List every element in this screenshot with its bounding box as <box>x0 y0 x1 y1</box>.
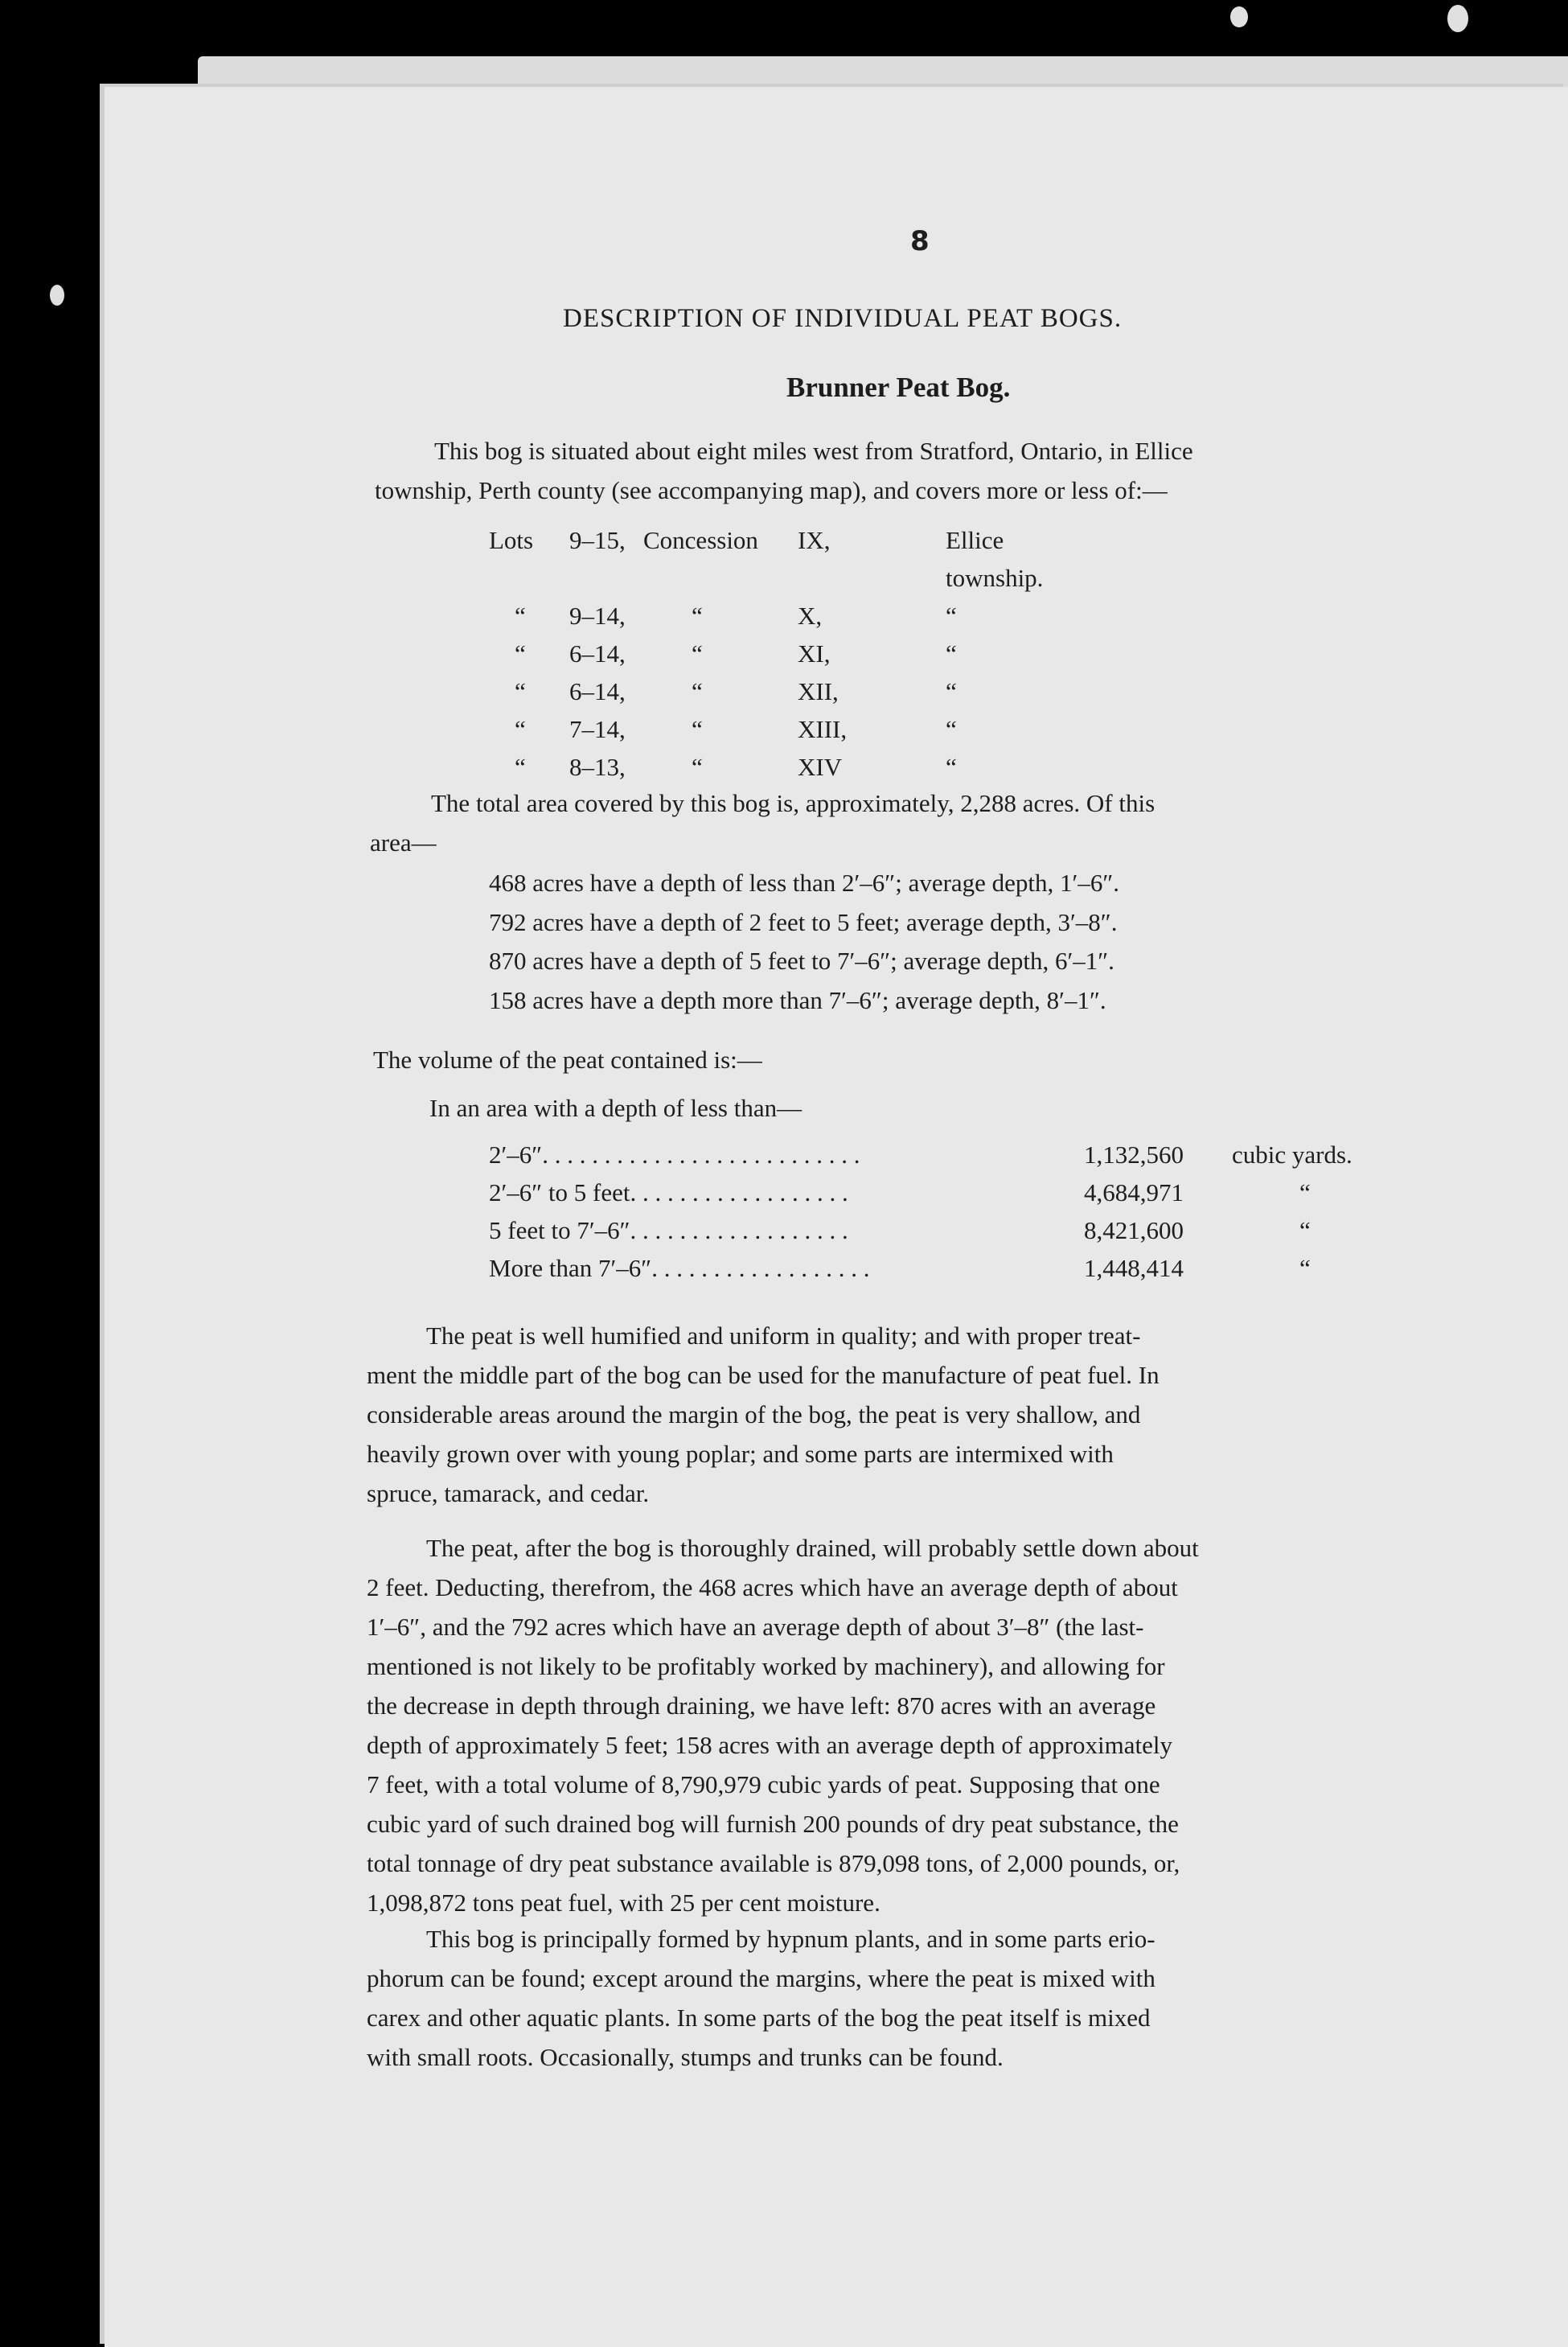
lots-cell: XIV <box>798 753 843 781</box>
lots-cell: Lots <box>489 526 534 554</box>
total-area-paragraph <box>370 783 1449 862</box>
text-line: 1′–6″, and the 792 acres which have an average depth of about 3′–8″ (the last- <box>367 1613 1144 1641</box>
text-line: carex and other aquatic plants. In some parts of the bog the peat itself is mixed <box>367 2004 1151 2032</box>
volume-unit: “ <box>1299 1254 1311 1282</box>
volume-label: More than 7′–6″. . . . . . . . . . . . . . . . . . <box>489 1254 870 1282</box>
lots-cell: XI, <box>798 639 831 668</box>
volume-value: 8,421,600 <box>1084 1216 1184 1244</box>
bog-title: Brunner Peat Bog. <box>786 372 1011 403</box>
volume-value: 4,684,971 <box>1084 1178 1184 1206</box>
volume-intro: The volume of the peat contained is:— <box>373 1046 762 1074</box>
lots-cell: “ <box>946 602 957 630</box>
lots-row <box>489 672 1106 710</box>
lots-row <box>489 635 1106 672</box>
lots-cell: “ <box>692 753 703 781</box>
lots-row <box>489 597 1106 635</box>
page-number: 8 <box>910 225 930 257</box>
lots-cell: 6–14, <box>569 639 626 668</box>
lots-row <box>489 710 1106 748</box>
text-line: spruce, tamarack, and cedar. <box>367 1479 650 1507</box>
lots-cell: XII, <box>798 677 839 705</box>
lots-cell: 8–13, <box>569 753 626 781</box>
volume-label: 5 feet to 7′–6″. . . . . . . . . . . . . . . . . . <box>489 1216 848 1244</box>
depth-list <box>489 864 1119 1020</box>
text-line: township, Perth county (see accompanying map), and covers more or less of:— <box>375 476 1168 504</box>
text-line: 2 feet. Deducting, therefrom, the 468 acres which have an average depth of about <box>367 1573 1178 1601</box>
text-line: total tonnage of dry peat substance available is 879,098 tons, of 2,000 pounds, or, <box>367 1849 1180 1877</box>
volume-table <box>489 1136 1353 1287</box>
text-line: area— <box>370 828 437 857</box>
lots-cell: Ellice township. <box>946 526 1044 592</box>
volume-value: 1,448,414 <box>1084 1254 1184 1282</box>
text-line: cubic yard of such drained bog will furnish 200 pounds of dry peat substance, the <box>367 1810 1179 1838</box>
lots-cell: Concession <box>643 526 758 554</box>
lots-cell: “ <box>692 715 703 743</box>
lots-cell: 9–14, <box>569 602 626 630</box>
lots-cell: “ <box>946 639 957 668</box>
volume-row <box>489 1249 1353 1287</box>
volume-label: 2′–6″ to 5 feet. . . . . . . . . . . . . . . . . . <box>489 1178 848 1206</box>
lots-cell: “ <box>515 677 526 705</box>
text-line: with small roots. Occasionally, stumps and trunks can be found. <box>367 2043 1004 2071</box>
lots-cell: “ <box>692 677 703 705</box>
volume-row <box>489 1211 1353 1249</box>
volume-unit: “ <box>1299 1216 1311 1244</box>
volume-value: 1,132,560 <box>1084 1141 1184 1169</box>
lots-cell: 7–14, <box>569 715 626 743</box>
volume-subintro: In an area with a depth of less than— <box>429 1094 802 1122</box>
drainage-paragraph <box>367 1528 1449 1922</box>
volume-label: 2′–6″. . . . . . . . . . . . . . . . . . . . . . . . . . <box>489 1141 860 1169</box>
quality-paragraph <box>367 1316 1449 1513</box>
text-line: 7 feet, with a total volume of 8,790,979 cubic yards of peat. Supposing that one <box>367 1770 1160 1798</box>
lots-cell: IX, <box>798 526 831 554</box>
lots-cell: “ <box>946 715 957 743</box>
lots-cell: XIII, <box>798 715 848 743</box>
lots-cell: X, <box>798 602 823 630</box>
depth-line: 792 acres have a depth of 2 feet to 5 feet; average depth, 3′–8″. <box>489 907 1118 936</box>
lots-cell: “ <box>515 602 526 630</box>
lots-cell: “ <box>692 639 703 668</box>
text-line: considerable areas around the margin of the bog, the peat is very shallow, and <box>367 1400 1141 1428</box>
text-line: This bog is situated about eight miles west from Stratford, Ontario, in Ellice <box>434 437 1193 465</box>
section-heading: DESCRIPTION OF INDIVIDUAL PEAT BOGS. <box>563 304 1123 333</box>
intro-paragraph <box>375 431 1449 510</box>
text-line: ment the middle part of the bog can be used for the manufacture of peat fuel. In <box>367 1361 1160 1389</box>
text-line: mentioned is not likely to be profitably worked by machinery), and allowing for <box>367 1652 1165 1680</box>
lots-cell: “ <box>946 753 957 781</box>
lots-row <box>489 748 1106 786</box>
text-line: The total area covered by this bog is, approximately, 2,288 acres. Of this <box>431 789 1155 817</box>
lots-cell: 9–15, <box>569 526 626 554</box>
text-line: The peat, after the bog is thoroughly drained, will probably settle down about <box>426 1534 1199 1562</box>
volume-row <box>489 1174 1353 1211</box>
volume-unit: cubic yards. <box>1232 1141 1353 1169</box>
lots-table <box>489 521 1106 786</box>
volume-row <box>489 1136 1353 1174</box>
text-line: heavily grown over with young poplar; and some parts are intermixed with <box>367 1440 1114 1468</box>
text-line: 1,098,872 tons peat fuel, with 25 per cent moisture. <box>367 1889 880 1917</box>
lots-cell: “ <box>946 677 957 705</box>
depth-line: 870 acres have a depth of 5 feet to 7′–6″; average depth, 6′–1″. <box>489 947 1114 975</box>
text-line: The peat is well humified and uniform in quality; and with proper treat- <box>426 1321 1141 1350</box>
depth-line: 158 acres have a depth more than 7′–6″; average depth, 8′–1″. <box>489 985 1106 1014</box>
volume-unit: “ <box>1299 1178 1311 1206</box>
lots-cell: “ <box>515 753 526 781</box>
lots-cell: “ <box>515 715 526 743</box>
text-line: the decrease in depth through draining, we have left: 870 acres with an average <box>367 1691 1156 1720</box>
lots-cell: “ <box>515 639 526 668</box>
text-line: This bog is principally formed by hypnum plants, and in some parts erio- <box>426 1925 1155 1953</box>
text-line: phorum can be found; except around the margins, where the peat is mixed with <box>367 1964 1155 1992</box>
depth-line: 468 acres have a depth of less than 2′–6″; average depth, 1′–6″. <box>489 869 1119 897</box>
lots-cell: “ <box>692 602 703 630</box>
lots-row <box>489 521 1106 597</box>
text-line: depth of approximately 5 feet; 158 acres with an average depth of approximately <box>367 1731 1172 1759</box>
lots-cell: 6–14, <box>569 677 626 705</box>
composition-paragraph <box>367 1919 1449 2077</box>
